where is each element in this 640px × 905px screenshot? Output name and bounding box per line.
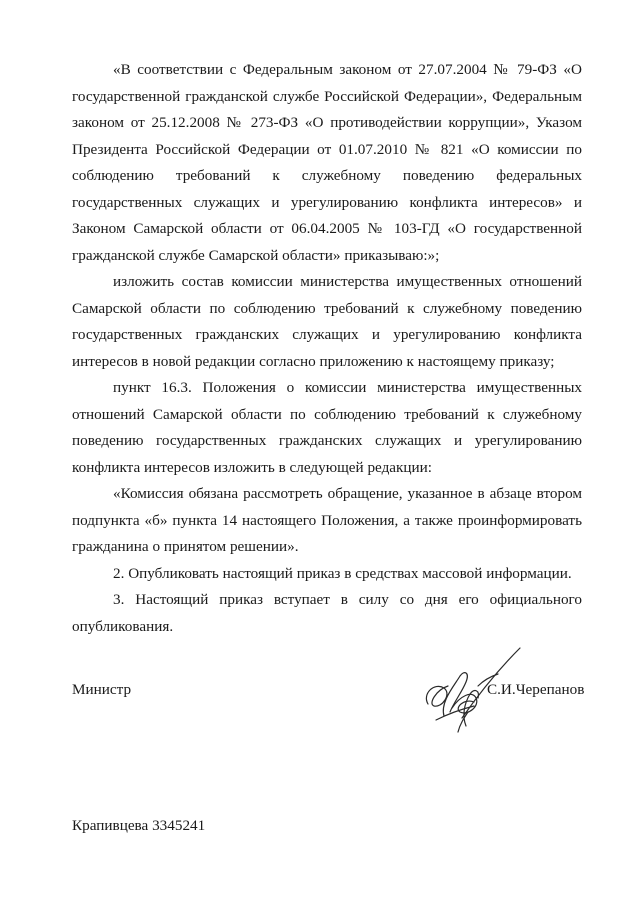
composition-paragraph: изложить состав комиссии министерства имущественных отношений Самарской области по соблюдению требований к служебному поведению государственных гражданских служащих и урегулированию конфликта интересов в новой редакции согласно приложению к настоящему приказу; [72,273,582,370]
effective-date-paragraph: 3. Настоящий приказ вступает в силу со дня его официального опубликования. [72,591,582,635]
signature-block [72,676,585,736]
clause-amendment-paragraph: пункт 16.3. Положения о комиссии министерства имущественных отношений Самарской области по соблюдению требований к служебному поведению государственных гражданских служащих и урегулированию конфликта интересов изложить в следующей редакции: [72,379,582,476]
preamble-paragraph: «В соответствии с Федеральным законом от 27.07.2004 № 79-ФЗ «О государственной гражданской службе Российской Федерации», Федеральным законом от 25.12.2008 № 273-ФЗ «О противодействии коррупции», Указом Президента Российской Федерации от 01.07.2010 № 821 «О комиссии по соблюдению требований к служебному поведению федеральных государственных служащих и урегулированию конфликта интересов» и Законом Самарской области от 06.04.2005 № 103-ГД «О государственной гражданской службе Самарской области» приказываю:»; [72,61,582,264]
quoted-clause-paragraph: «Комиссия обязана рассмотреть обращение, указанное в абзаце втором подпункта «б» пункта 14 настоящего Положения, а также проинформировать гражданина о принятом решении». [72,485,582,555]
executor-contact: Крапивцева 3345241 [72,817,206,834]
signer-name: С.И.Черепанов [487,681,585,698]
document-body [72,57,582,640]
publication-paragraph: 2. Опубликовать настоящий приказ в средствах массовой информации. [113,564,572,582]
signer-position: Министр [72,681,132,698]
